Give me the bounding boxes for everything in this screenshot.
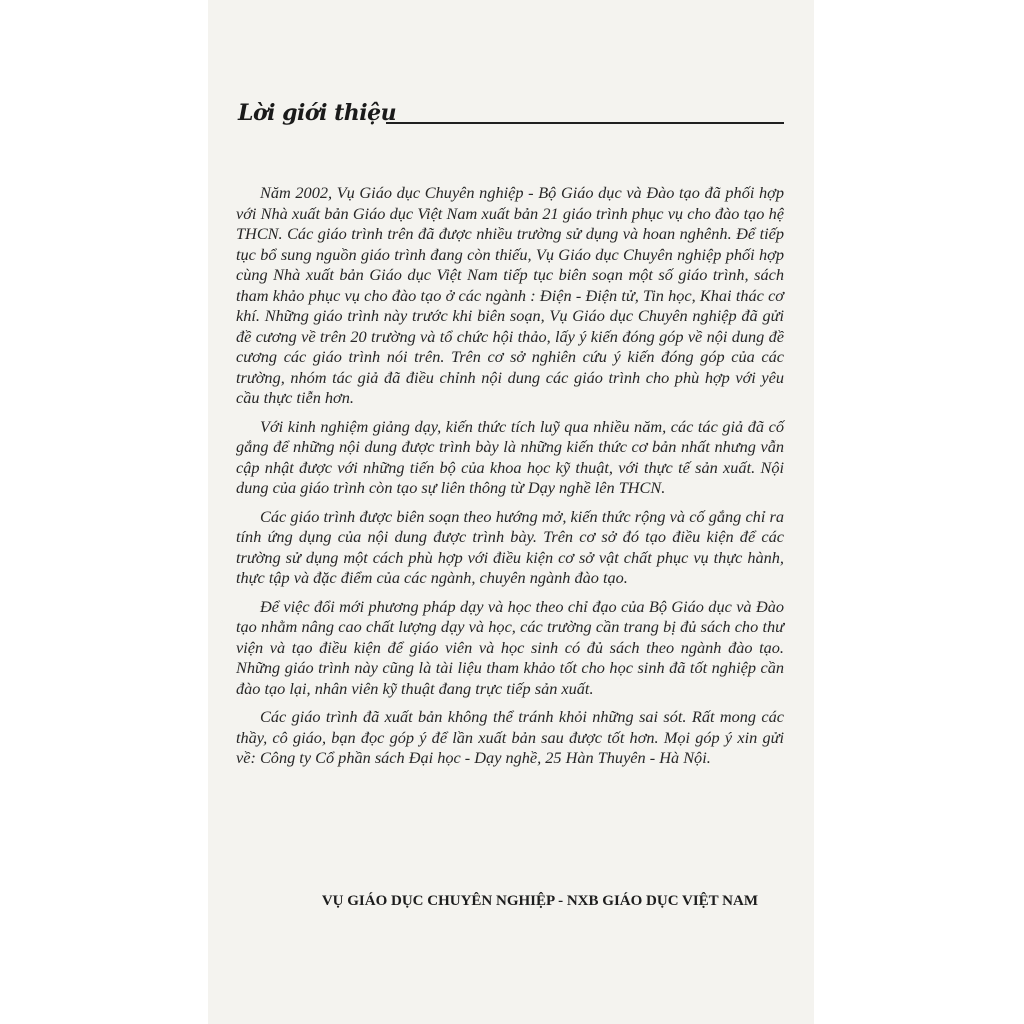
paragraph-4: Để việc đổi mới phương pháp dạy và học theo chỉ đạo của Bộ Giáo dục và Đào tạo nhằm nâng cao chất lượng dạy và học, các trường cần trang bị đủ sách cho thư viện và tạo điều kiện để giáo viên và học sinh có đủ sách theo ngành đào tạo. Những giáo trình này cũng là tài liệu tham khảo tốt cho học sinh đã tốt nghiệp cần đào tạo lại, nhân viên kỹ thuật đang trực tiếp sản xuất. (236, 596, 784, 698)
publisher-signature: VỤ GIÁO DỤC CHUYÊN NGHIỆP - NXB GIÁO DỤC VIỆT NAM (321, 893, 758, 909)
introduction-body (236, 183, 784, 777)
paragraph-3: Các giáo trình được biên soạn theo hướng mở, kiến thức rộng và cố gắng chỉ ra tính ứng dụng của nội dung được trình bày. Trên cơ sở đó tạo điều kiện để các trường sử dụng một cách phù hợp với điều kiện cơ sở vật chất phục vụ thực hành, thực tập và đặc điểm của các ngành, chuyên ngành đào tạo. (236, 506, 784, 587)
title-underline-rule (386, 122, 784, 124)
document-page (208, 0, 814, 1024)
page-title: Lời giới thiệu (238, 100, 397, 126)
paragraph-1: Năm 2002, Vụ Giáo dục Chuyên nghiệp - Bộ Giáo dục và Đào tạo đã phối hợp với Nhà xuất bản Giáo dục Việt Nam xuất bản 21 giáo trình phục vụ cho đào tạo hệ THCN. Các giáo trình trên đã được nhiều trường sử dụng và hoan nghênh. Để tiếp tục bổ sung nguồn giáo trình đang còn thiếu, Vụ Giáo dục Chuyên nghiệp phối hợp cùng Nhà xuất bản Giáo dục Việt Nam tiếp tục biên soạn một số giáo trình, sách tham khảo phục vụ cho đào tạo ở các ngành : Điện - Điện tử, Tin học, Khai thác cơ khí. Những giáo trình này trước khi biên soạn, Vụ Giáo dục Chuyên nghiệp đã gửi đề cương về trên 20 trường và tổ chức hội thảo, lấy ý kiến đóng góp về nội dung đề cương các giáo trình nói trên. Trên cơ sở nghiên cứu ý kiến đóng góp của các trường, nhóm tác giả đã điều chỉnh nội dung các giáo trình cho phù hợp với yêu cầu thực tiễn hơn. (236, 183, 784, 407)
section-heading (238, 100, 758, 140)
paragraph-2: Với kinh nghiệm giảng dạy, kiến thức tích luỹ qua nhiều năm, các tác giả đã cố gắng để những nội dung được trình bày là những kiến thức cơ bản nhất nhưng vẫn cập nhật được với những tiến bộ của khoa học kỹ thuật, với thực tế sản xuất. Nội dung của giáo trình còn tạo sự liên thông từ Dạy nghề lên THCN. (236, 416, 784, 497)
paragraph-5: Các giáo trình đã xuất bản không thể tránh khỏi những sai sót. Rất mong các thầy, cô giáo, bạn đọc góp ý để lần xuất bản sau được tốt hơn. Mọi góp ý xin gửi về: Công ty Cổ phần sách Đại học - Dạy nghề, 25 Hàn Thuyên - Hà Nội. (236, 707, 784, 767)
